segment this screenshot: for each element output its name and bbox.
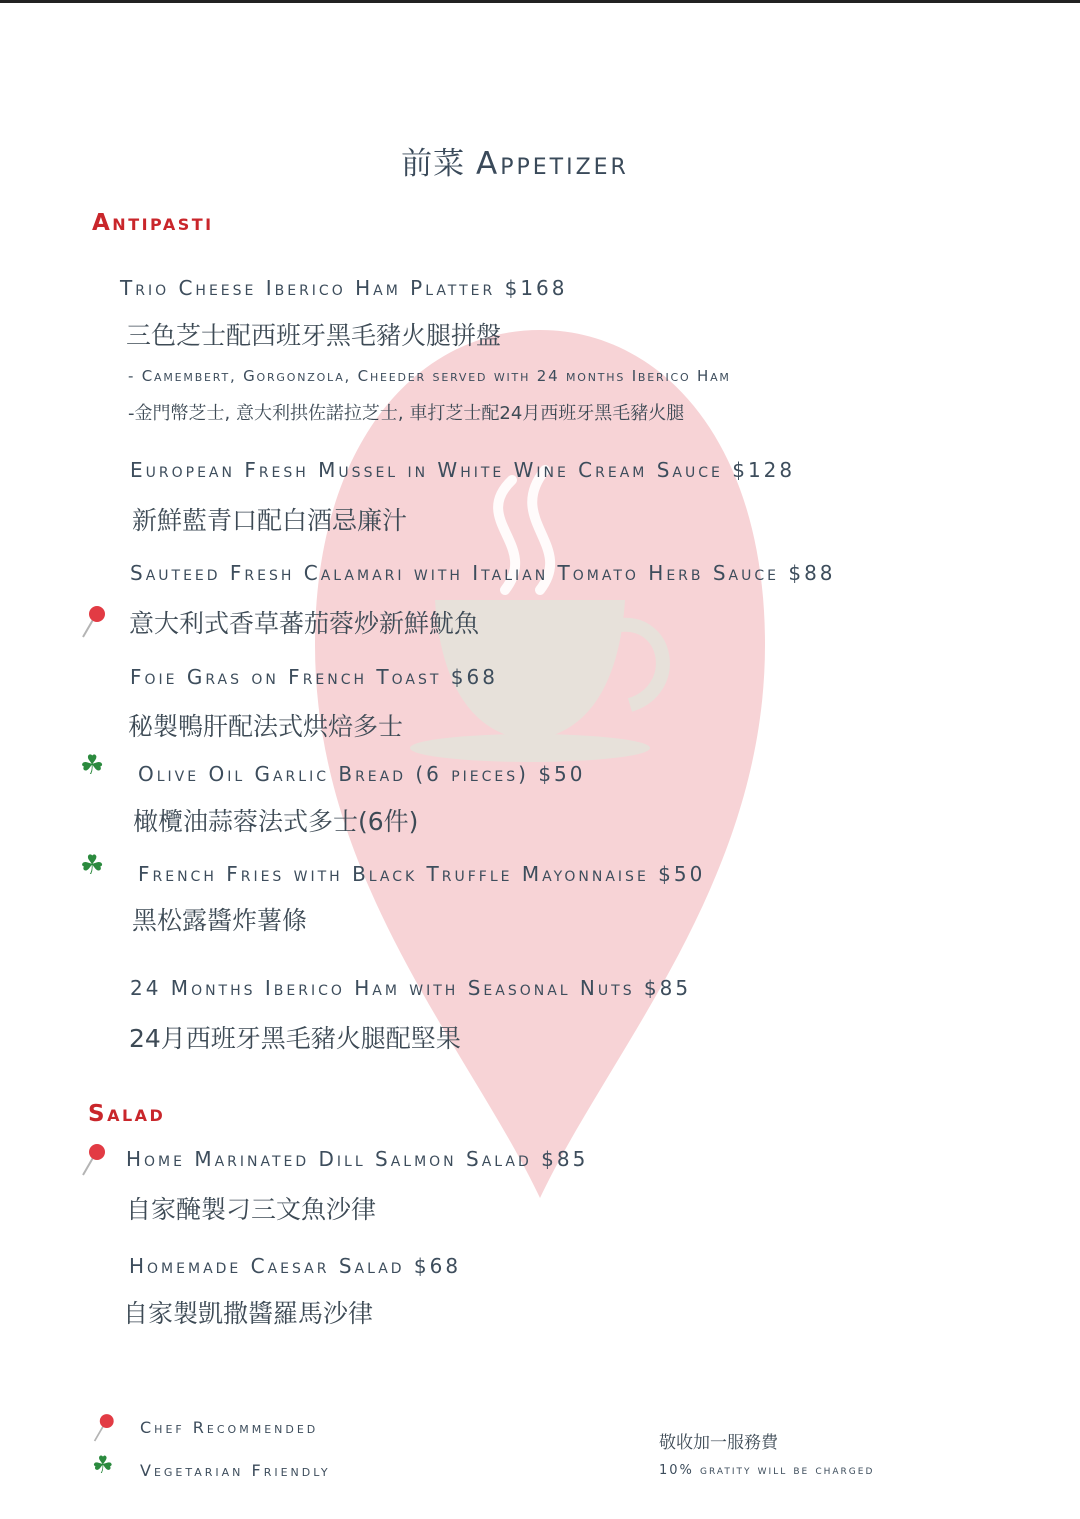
menu-item-name-zh: 秘製鴨肝配法式烘焙多士: [128, 712, 404, 741]
menu-item-name-zh: 意大利式香草蕃茄蓉炒新鮮魷魚: [129, 609, 480, 638]
clover-icon: ☘: [80, 850, 105, 881]
service-charge-en: 10% gratity will be charged: [659, 1463, 875, 1478]
menu-item-name: Trio Cheese Iberico Ham Platter $168: [120, 276, 568, 300]
menu-item-name: Foie Gras on French Toast $68: [130, 665, 498, 689]
menu-item-name-zh: 自家醃製刁三文魚沙律: [126, 1195, 377, 1224]
menu-item-name-zh: 新鮮藍青口配白酒忌廉汁: [132, 506, 408, 535]
legend-chef-recommended: Chef Recommended: [140, 1418, 319, 1437]
section-antipasti: Antipasti: [92, 210, 214, 236]
menu-item-description-zh: -金門幣芝士, 意大利拱佐諾拉芝士, 車打芝士配24月西班牙黑毛豬火腿: [128, 403, 685, 424]
section-salad: Salad: [88, 1101, 166, 1127]
page-title-zh: 前菜: [401, 146, 466, 182]
menu-item-name-zh: 橄欖油蒜蓉法式多士(6件): [133, 807, 419, 836]
clover-icon: ☘: [92, 1451, 114, 1479]
menu-item-name-zh: 24月西班牙黑毛豬火腿配堅果: [129, 1024, 461, 1053]
menu-item-name: Homemade Caesar Salad $68: [129, 1254, 462, 1278]
menu-item-name: 24 Months Iberico Ham with Seasonal Nuts $85: [130, 976, 692, 1000]
pushpin-icon: [80, 604, 110, 640]
menu-item-description: - Camembert, Gorgonzola, Cheeder served with 24 months Iberico Ham: [128, 367, 731, 385]
menu-item-name-zh: 黑松露醬炸薯條: [132, 906, 308, 935]
menu-item-name: European Fresh Mussel in White Wine Cream Sauce $128: [130, 458, 796, 482]
service-charge-zh: 敬收加一服務費: [659, 1433, 778, 1453]
menu-item-name: Sauteed Fresh Calamari with Italian Tomato Herb Sauce $88: [130, 561, 836, 585]
pushpin-icon: [92, 1412, 118, 1444]
menu-item-name: Home Marinated Dill Salmon Salad $85: [126, 1147, 589, 1171]
menu-item-name-zh: 三色芝士配西班牙黑毛豬火腿拼盤: [126, 321, 502, 350]
pushpin-icon: [80, 1142, 110, 1178]
legend-vegetarian-friendly: Vegetarian Friendly: [140, 1461, 331, 1480]
clover-icon: ☘: [80, 750, 105, 781]
page-title-en: Appetizer: [476, 146, 629, 182]
menu-item-name-zh: 自家製凱撒醬羅馬沙律: [123, 1299, 374, 1328]
menu-item-name: Olive Oil Garlic Bread (6 pieces) $50: [138, 762, 586, 786]
page-title: [0, 138, 1030, 183]
menu-item-name: French Fries with Black Truffle Mayonnaise $50: [138, 862, 706, 886]
